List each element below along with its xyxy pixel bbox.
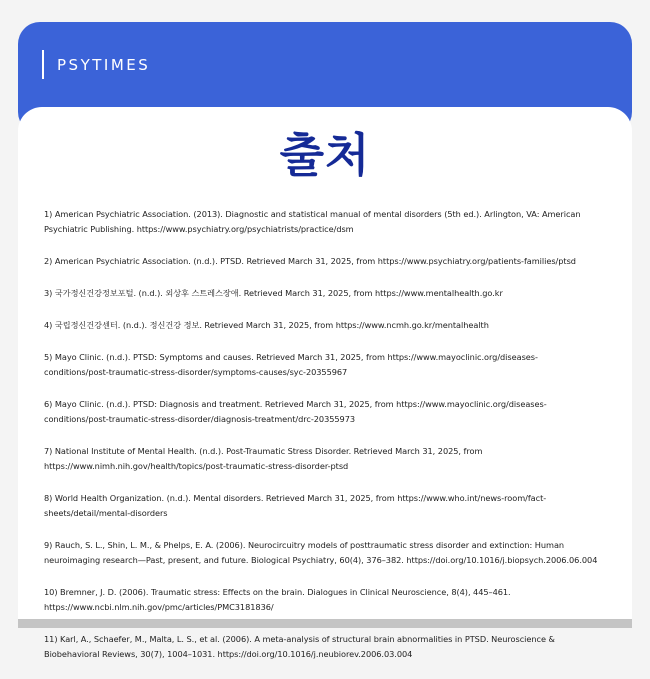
reference-item	[44, 491, 614, 521]
reference-line: Biobehavioral Reviews, 30(7), 1004–1031. https://doi.org/10.1016/j.neubiorev.2006.03.004	[44, 649, 413, 659]
reference-item	[44, 444, 614, 474]
reference-line: https://www.ncbi.nlm.nih.gov/pmc/articles/PMC3181836/	[44, 602, 274, 612]
brand-name: PSYTIMES	[57, 56, 151, 74]
reference-item	[44, 632, 614, 662]
reference-list	[44, 207, 614, 679]
reference-item	[44, 585, 614, 615]
reference-line: https://www.nimh.nih.gov/health/topics/post-traumatic-stress-disorder-ptsd	[44, 461, 349, 471]
reference-item	[44, 538, 614, 568]
reference-item	[44, 397, 614, 427]
reference-line: 11) Karl, A., Schaefer, M., Malta, L. S., et al. (2006). A meta-analysis of structural brain abnormalities in PTSD. Neuroscience &	[44, 634, 555, 644]
reference-line: 4) 국립정신건강센터. (n.d.). 정신건강 정보. Retrieved March 31, 2025, from https://www.ncmh.go.kr/mentalhealth	[44, 320, 489, 330]
reference-item	[44, 350, 614, 380]
reference-item	[44, 286, 614, 301]
reference-line: neuroimaging research—Past, present, and future. Biological Psychiatry, 60(4), 376–382. https://doi.org/10.1016/j.biopsych.2006.06.004	[44, 555, 598, 565]
reference-line: 3) 국가정신건강정보포털. (n.d.). 외상후 스트레스장애. Retrieved March 31, 2025, from https://www.mentalhealth.go.kr	[44, 288, 503, 298]
reference-item	[44, 254, 614, 269]
reference-line: Psychiatric Publishing. https://www.psychiatry.org/psychiatrists/practice/dsm	[44, 224, 354, 234]
reference-line: 8) World Health Organization. (n.d.). Mental disorders. Retrieved March 31, 2025, from https://www.who.int/news-room/fact-	[44, 493, 547, 503]
reference-line: 2) American Psychiatric Association. (n.d.). PTSD. Retrieved March 31, 2025, from https://www.psychiatry.org/patients-families/ptsd	[44, 256, 576, 266]
header-accent-bar	[42, 50, 44, 79]
reference-item	[44, 318, 614, 333]
reference-line: conditions/post-traumatic-stress-disorder/diagnosis-treatment/drc-20355973	[44, 414, 356, 424]
page-title: 출처	[279, 128, 371, 182]
reference-line: 10) Bremner, J. D. (2006). Traumatic stress: Effects on the brain. Dialogues in Clinical Neuroscience, 8(4), 445–461.	[44, 587, 511, 597]
content-card	[18, 107, 632, 659]
reference-line: 1) American Psychiatric Association. (2013). Diagnostic and statistical manual of mental disorders (5th ed.). Arlington, VA: American	[44, 209, 581, 219]
reference-line: sheets/detail/mental-disorders	[44, 508, 168, 518]
reference-item	[44, 207, 614, 237]
reference-line: 5) Mayo Clinic. (n.d.). PTSD: Symptoms and causes. Retrieved March 31, 2025, from https://www.mayoclinic.org/diseases-	[44, 352, 538, 362]
reference-line: conditions/post-traumatic-stress-disorder/symptoms-causes/syc-20355967	[44, 367, 348, 377]
reference-line: 7) National Institute of Mental Health. (n.d.). Post-Traumatic Stress Disorder. Retrieved March 31, 2025, from	[44, 446, 483, 456]
reference-line: 9) Rauch, S. L., Shin, L. M., & Phelps, E. A. (2006). Neurocircuitry models of posttraumatic stress disorder and extinction: Human	[44, 540, 565, 550]
reference-line: 6) Mayo Clinic. (n.d.). PTSD: Diagnosis and treatment. Retrieved March 31, 2025, from https://www.mayoclinic.org/diseases-	[44, 399, 547, 409]
